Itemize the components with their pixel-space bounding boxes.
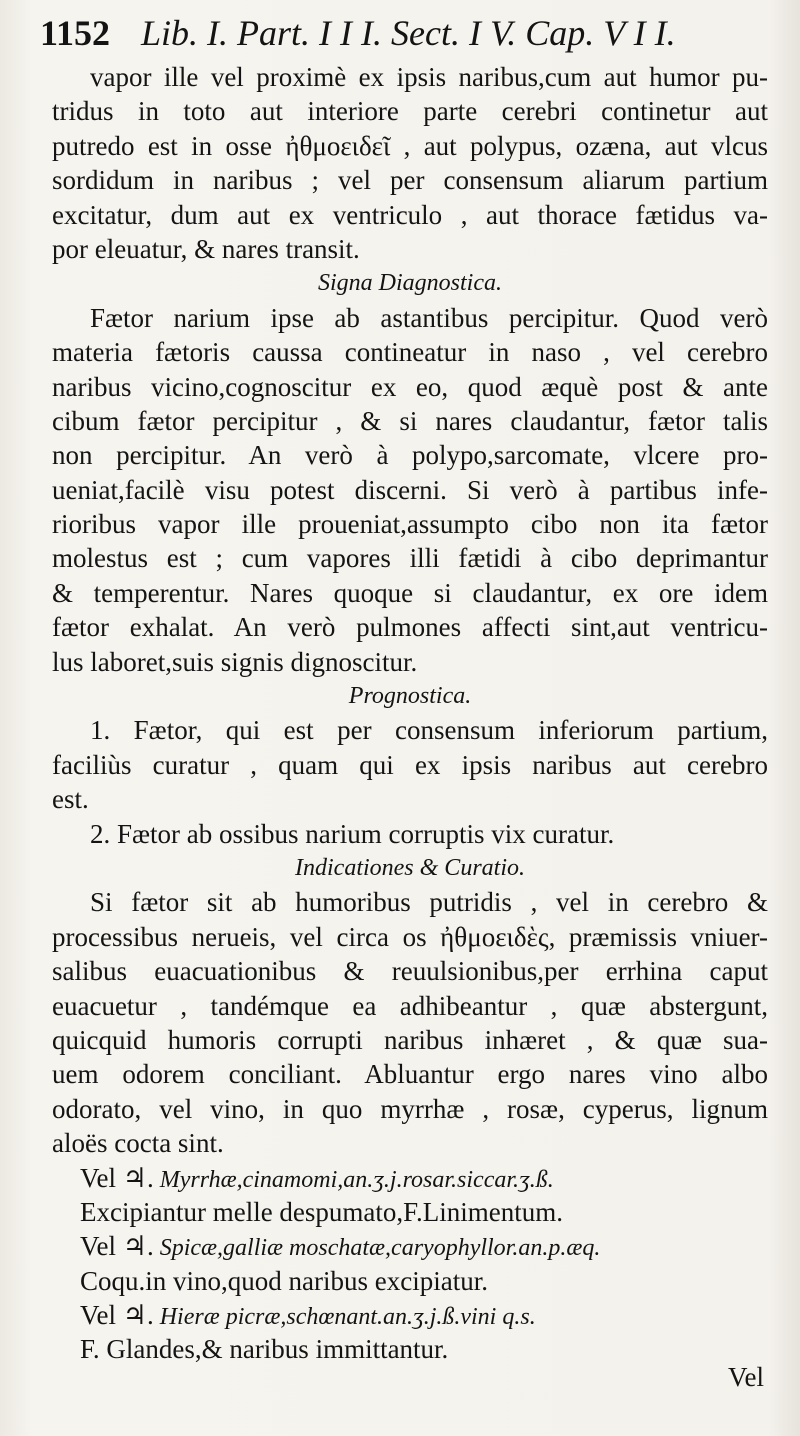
recipe-lead: Coqu.in vino,quod naribus excipiatur. (80, 1265, 488, 1296)
recipe-lead: Vel ♃. (80, 1231, 154, 1262)
text-line: por eleuatur, & nares transit. (52, 233, 360, 264)
section-heading: Prognostica. (348, 683, 472, 710)
section-heading: Indicationes & Curatio. (295, 854, 525, 881)
text-line: tridus in toto aut interiore parte cerebri continetur aut (52, 96, 768, 127)
text-line: 2. Fætor ab ossibus narium corruptis vix curatur. (90, 818, 615, 849)
text-line: materia fætoris caussa contineatur in naso , vel cerebro (52, 337, 768, 368)
text-line: aloës cocta sint. (52, 1128, 224, 1159)
recipe-line (52, 1298, 768, 1332)
recipe-lead: Vel ♃. (80, 1162, 154, 1193)
text-line: salibus euacuationibus & reuulsionibus,per errhina caput (52, 956, 768, 987)
text-line: vapor ille vel proximè ex ipsis naribus,cum aut humor pu- (90, 62, 768, 92)
recipe-line (52, 1229, 768, 1263)
page-number: 1152 (40, 13, 111, 53)
text-line: & temperentur. Nares quoque si claudantur, ex ore idem (52, 577, 768, 608)
recipe-lead: F. Glandes,& naribus immittantur. (80, 1334, 449, 1365)
text-line: sordidum in naribus ; vel per consensum aliarum partium (52, 165, 768, 196)
running-header (40, 12, 760, 54)
text-line: fætor exhalat. An verò pulmones affecti sint,aut ventricu- (52, 612, 768, 643)
recipe-line (52, 1195, 768, 1229)
text-line: odorato, vel vino, in quo myrrhæ , rosæ, cyperus, lignum (52, 1093, 768, 1124)
recipe-lead: Excipiantur melle despumato,F.Linimentum. (80, 1196, 563, 1227)
text-line: putredo est in osse ἠθμοειδεῖ , aut polypus, ozæna, aut vlcus (52, 130, 768, 161)
recipe-line (52, 1161, 768, 1195)
text-body (52, 60, 768, 1367)
text-line: Si fætor sit ab humoribus putridis , vel in cerebro & (90, 887, 768, 918)
text-line: molestus est ; cum vapores illi fætidi à cibo deprimantur (52, 543, 768, 574)
text-line: uem odorem conciliant. Abluantur ergo nares vino albo (52, 1059, 768, 1090)
recipe-ingredients: Hieræ picræ,schœnant.an.ʒ.j.ß.vini q.s. (153, 1304, 536, 1331)
text-line: processibus nerueis, vel circa os ἠθμοειδὲς, præmissis vniuer- (52, 921, 768, 952)
catchword: Vel (728, 1362, 764, 1392)
recipe-line (52, 1332, 768, 1366)
text-line: naribus vicino,cognoscitur ex eo, quod æquè post & ante (52, 371, 768, 402)
text-line: rioribus vapor ille proueniat,assumpto cibo non ita fætor (52, 509, 768, 540)
text-line: euacuetur , tandémque ea adhibeantur , quæ abstergunt, (52, 990, 768, 1021)
recipe-lead: Vel ♃. (80, 1300, 154, 1331)
text-line: quicquid humoris corrupti naribus inhæret , & quæ sua- (52, 1024, 768, 1055)
recipe-line (52, 1264, 768, 1298)
text-line: cibum fætor percipitur , & si nares claudantur, fætor talis (52, 405, 768, 436)
text-line: est. (52, 784, 89, 815)
section-heading: Signa Diagnostica. (318, 270, 502, 297)
text-line: Fætor narium ipse ab astantibus percipitur. Quod verò (90, 302, 768, 333)
recipe-ingredients: Myrrhæ,cinamomi,an.ʒ.j.rosar.siccar.ʒ.ß. (153, 1166, 554, 1193)
text-line: ueniat,facilè visu potest discerni. Si verò à partibus infe- (52, 474, 768, 505)
text-line: excitatur, dum aut ex ventriculo , aut thorace fætidus va- (52, 199, 768, 230)
text-line: 1. Fætor, qui est per consensum inferiorum partium, (90, 715, 768, 746)
text-line: non percipitur. An verò à polypo,sarcomate, vlcere pro- (52, 440, 768, 471)
running-title: Lib. I. Part. I I I. Sect. I V. Cap. V I I. (141, 13, 676, 53)
recipe-ingredients: Spicæ,galliæ moschatæ,caryophyllor.an.p.æq. (153, 1235, 601, 1262)
text-line: lus laboret,suis signis dignoscitur. (52, 646, 418, 677)
text-line: faciliùs curatur , quam qui ex ipsis naribus aut cerebro (52, 749, 768, 780)
